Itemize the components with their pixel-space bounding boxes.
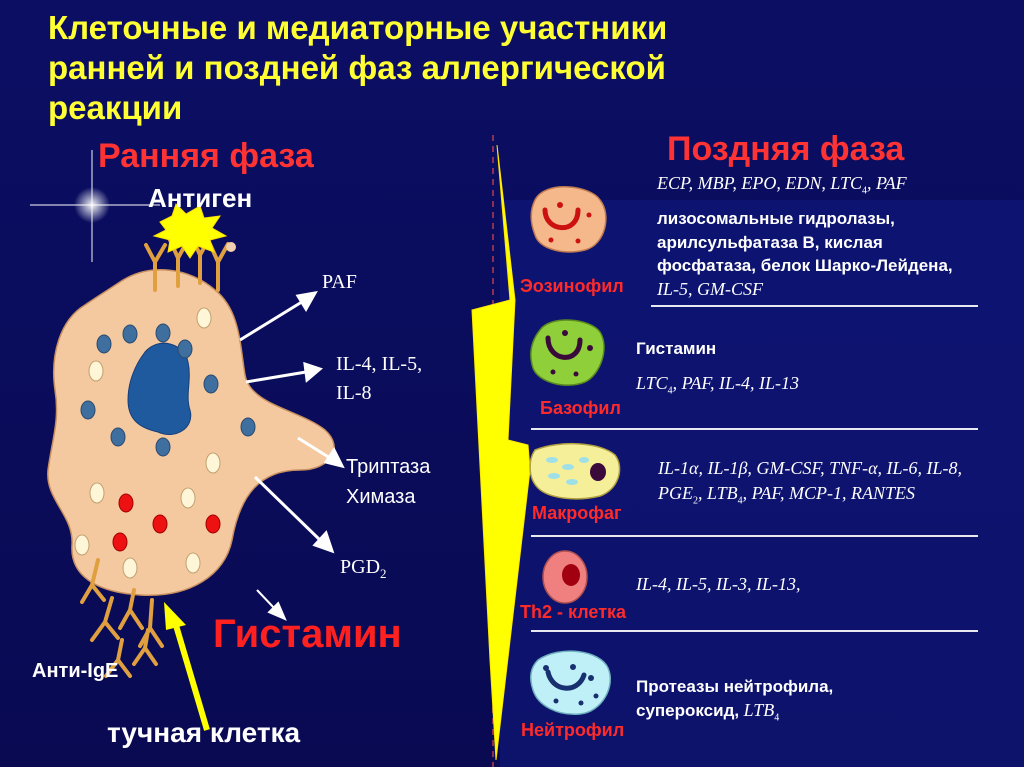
macrophage-cell xyxy=(530,444,620,499)
basophil-mediators-2 xyxy=(636,372,799,402)
histamine-label: Гистамин xyxy=(213,612,402,656)
neutrophil-cell xyxy=(531,651,611,714)
eosinophil-line1-end: , PAF xyxy=(867,173,907,193)
eosinophil-line1: ECP, MBP, EPO, EDN, LTC xyxy=(657,173,862,193)
macrophage-text-a: IL-1α, IL-1β, GM-CSF, TNF-α, IL-6, IL-8, PGE xyxy=(658,458,963,503)
chymase-label: Химаза xyxy=(346,486,416,508)
basophil-line2-end: , PAF, IL-4, IL-13 xyxy=(672,373,800,393)
macrophage-sub1: 2 xyxy=(693,495,698,507)
eosinophil-mediators-2 xyxy=(657,207,977,301)
mast-cell-label: тучная клетка xyxy=(107,717,301,748)
macrophage-text-b: , LTB xyxy=(698,483,738,503)
macrophage-mediators xyxy=(658,456,963,513)
basophil-label: Базофил xyxy=(540,398,621,418)
eosinophil-text2: лизосомальные гидролазы, арилсульфатаза В, кислая фосфатаза, белок Шарко-Лейдена, xyxy=(657,209,953,275)
basophil-line2-sub: 4 xyxy=(667,385,673,397)
eosinophil-label: Эозинофил xyxy=(520,276,624,296)
separator-4 xyxy=(531,630,978,632)
eosinophil-text2-end: IL-5, GM-CSF xyxy=(657,278,763,299)
tryptase-label: Триптаза xyxy=(346,456,431,478)
title-line-3: реакции xyxy=(48,89,183,126)
basophil-line1: Гистамин xyxy=(636,339,717,358)
early-phase-heading: Ранняя фаза xyxy=(98,137,314,175)
neutrophil-mediators-2 xyxy=(636,699,779,729)
neutrophil-line2a: супероксид, xyxy=(636,701,740,720)
neutrophil-label: Нейтрофил xyxy=(521,720,625,740)
th2-line1: IL-4, IL-5, IL-3, IL-13, xyxy=(636,574,801,594)
slide-title xyxy=(48,8,948,128)
eosinophil-line1-sub: 4 xyxy=(862,185,867,197)
mast-cell-body xyxy=(48,270,334,595)
separator-1 xyxy=(651,305,978,307)
pgd-subscript: 2 xyxy=(380,566,387,581)
eosinophil-mediators-1 xyxy=(657,172,977,202)
antigen-label: Антиген xyxy=(148,183,253,213)
interleukin-label xyxy=(336,350,422,408)
pgd2-label xyxy=(340,556,387,582)
macrophage-sub2: 4 xyxy=(737,495,743,507)
macrophage-text-c: , PAF, MCP-1, RANTES xyxy=(742,483,915,503)
basophil-cell xyxy=(531,320,604,385)
basophil-mediators-1 xyxy=(636,338,716,360)
eosinophil-cell xyxy=(531,187,606,252)
basophil-line2: LTC xyxy=(636,373,668,393)
neutrophil-mediators-1 xyxy=(636,676,833,698)
title-line-2: ранней и поздней фаз аллергической xyxy=(48,49,666,86)
neutrophil-line2-sub: 4 xyxy=(774,712,780,724)
neutrophil-line2b: LTB xyxy=(739,700,775,720)
th2-cell xyxy=(543,551,587,603)
interleukin-line-1: IL-4, IL-5, xyxy=(336,353,423,375)
antigen-dot-icon xyxy=(226,242,236,252)
anti-ige-label: Анти-IgE xyxy=(32,660,119,682)
separator-3 xyxy=(531,535,978,537)
macrophage-label: Макрофаг xyxy=(532,503,622,523)
separator-2 xyxy=(531,428,978,430)
th2-mediators xyxy=(636,573,801,596)
th2-label: Th2 - клетка xyxy=(520,602,627,622)
late-phase-heading: Поздняя фаза xyxy=(667,130,905,168)
pgd-text: PGD xyxy=(340,556,381,578)
neutrophil-line1: Протеазы нейтрофила, xyxy=(636,677,834,696)
mast-cell-pointer-arrow xyxy=(164,602,207,730)
paf-label: PAF xyxy=(322,271,357,293)
title-line-1: Клеточные и медиаторные участники xyxy=(48,9,668,46)
interleukin-line-2: IL-8 xyxy=(336,382,372,404)
protease-label xyxy=(346,452,430,512)
